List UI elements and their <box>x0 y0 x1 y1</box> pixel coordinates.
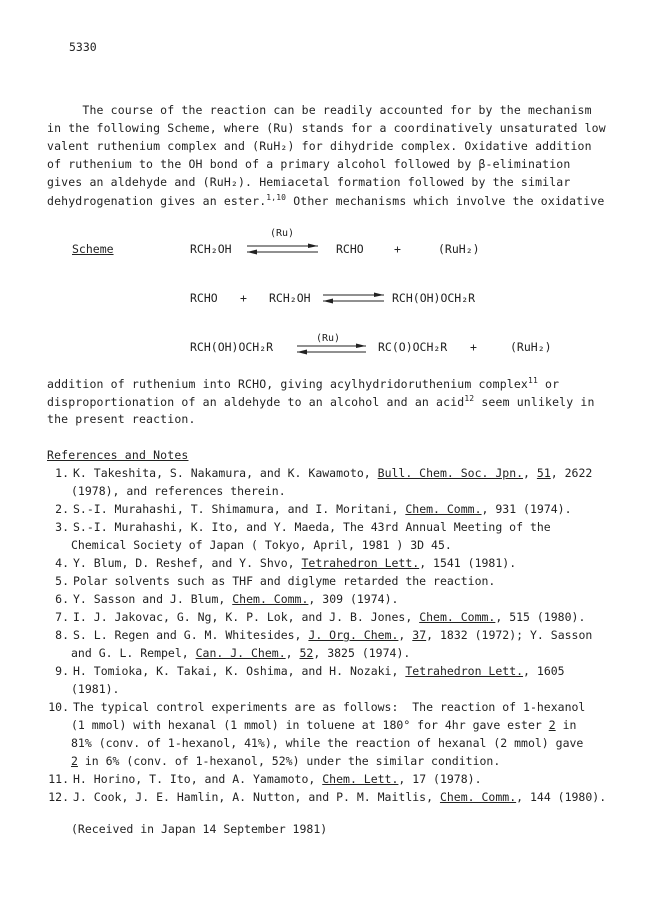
reference-item: 10. The typical control experiments are as follows: The reaction of 1-hexanol <box>48 700 586 714</box>
product: (RuH₂) <box>510 340 552 354</box>
equilibrium-arrow-icon <box>246 243 320 255</box>
plus-sign: + <box>394 242 401 256</box>
reference-continuation: Chemical Society of Japan ( Tokyo, April, 1981 ) 3D 45. <box>71 538 452 552</box>
catalyst-label: (Ru) <box>270 228 295 239</box>
catalyst-label: (Ru) <box>316 333 341 344</box>
text-line: the present reaction. <box>47 412 196 426</box>
reference-item: 6. Y. Sasson and J. Blum, Chem. Comm., 309 (1974). <box>55 592 399 606</box>
text-line: disproportionation of an aldehyde to an alcohol and an acid$^{12}$ seem unlikely in <box>47 394 595 409</box>
plus-sign: + <box>470 340 477 354</box>
reference-continuation: 81% (conv. of 1-hexanol, 41%), while the reaction of hexanal (2 mmol) gave <box>71 736 584 750</box>
references-heading: References and Notes <box>47 448 189 462</box>
text-line: in the following Scheme, where (Ru) stands for a coordinatively unsaturated low <box>47 121 606 135</box>
reference-item: 3. S.-I. Murahashi, K. Ito, and Y. Maeda, The 43rd Annual Meeting of the <box>55 520 551 534</box>
reference-item: 1. K. Takeshita, S. Nakamura, and K. Kawamoto, Bull. Chem. Soc. Jpn., 51, 2622 <box>55 466 593 480</box>
reference-item: 7. I. J. Jakovac, G. Ng, K. P. Lok, and J. B. Jones, Chem. Comm., 515 (1980). <box>55 610 586 624</box>
text-line: dehydrogenation gives an ester.$^{1,10}$ Other mechanisms which involve the oxidative <box>47 193 605 208</box>
product: RC(O)OCH₂R <box>378 340 448 354</box>
scheme-label: Scheme <box>72 242 114 256</box>
received-date: (Received in Japan 14 September 1981) <box>71 822 328 836</box>
text-line: of ruthenium to the OH bond of a primary alcohol followed by β-elimination <box>47 157 571 171</box>
reference-item: 12. J. Cook, J. E. Hamlin, A. Nutton, and P. M. Maitlis, Chem. Comm., 144 (1980). <box>48 790 607 804</box>
product: RCH(OH)OCH₂R <box>392 291 476 305</box>
product: (RuH₂) <box>438 242 480 256</box>
product: RCHO <box>336 242 364 256</box>
text-line: addition of ruthenium into RCHO, giving acylhydridoruthenium complex$^{11}$ or <box>47 376 560 391</box>
reactant: RCHO <box>190 291 218 305</box>
reactant: RCH₂OH <box>190 242 232 256</box>
citation-sup: 11 <box>528 376 538 385</box>
citation-sup: 12 <box>464 394 475 403</box>
reference-continuation: (1978), and references therein. <box>71 484 286 498</box>
reference-item: 5. Polar solvents such as THF and diglyme retarded the reaction. <box>55 574 496 588</box>
reference-item: 8. S. L. Regen and G. M. Whitesides, J. Org. Chem., 37, 1832 (1972); Y. Sasson <box>55 628 593 642</box>
plus-sign: + <box>240 291 247 305</box>
text-line: The course of the reaction can be readily accounted for by the mechanism <box>47 103 592 117</box>
text-line: gives an aldehyde and (RuH₂). Hemiacetal formation followed by the similar <box>47 175 571 189</box>
reference-item: 11. H. Horino, T. Ito, and A. Yamamoto, Chem. Lett., 17 (1978). <box>48 772 482 786</box>
reference-item: 2. S.-I. Murahashi, T. Shimamura, and I. Moritani, Chem. Comm., 931 (1974). <box>55 502 572 516</box>
page-number: 5330 <box>69 40 97 54</box>
citation-sup: 1,10 <box>266 193 287 202</box>
equilibrium-arrow-icon <box>296 343 368 355</box>
reference-continuation: (1 mmol) with hexanal (1 mmol) in toluene at 180° for 4hr gave ester 2 in <box>71 718 577 732</box>
reactant: RCH₂OH <box>269 291 311 305</box>
text-line: valent ruthenium complex and (RuH₂) for dihydride complex. Oxidative addition <box>47 139 592 153</box>
reactant: RCH(OH)OCH₂R <box>190 340 274 354</box>
reference-item: 4. Y. Blum, D. Reshef, and Y. Shvo, Tetrahedron Lett., 1541 (1981). <box>55 556 517 570</box>
reference-item: 9. H. Tomioka, K. Takai, K. Oshima, and H. Nozaki, Tetrahedron Lett., 1605 <box>55 664 565 678</box>
reference-continuation: (1981). <box>71 682 120 696</box>
equilibrium-arrow-icon <box>322 292 386 304</box>
reference-continuation: and G. L. Rempel, Can. J. Chem., 52, 3825 (1974). <box>71 646 411 660</box>
reference-continuation: 2 in 6% (conv. of 1-hexanol, 52%) under the similar condition. <box>71 754 501 768</box>
